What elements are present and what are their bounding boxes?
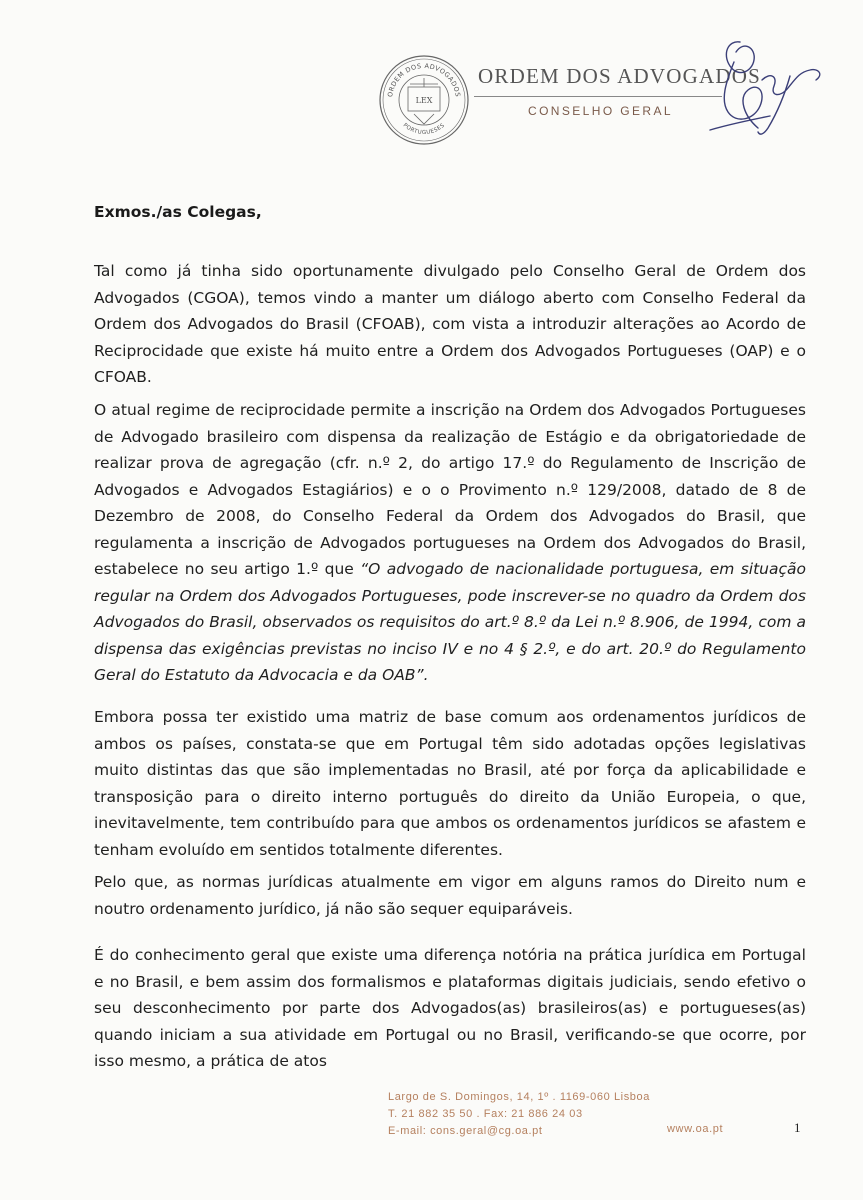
footer-contact [388, 1089, 650, 1140]
footer-website: www.oa.pt [667, 1123, 724, 1135]
paragraph-2-intro: O atual regime de reciprocidade permite a inscrição na Ordem dos Advogados Portugueses de Advogado brasileiro com dispensa da realização de Estágio e da obrigatoriedade de realizar prova de agregação (cfr. n.º 2, do artigo 17.º do Regulamento de Inscrição de Advogados e Advogados Estagiários) e o o Provimento n.º 129/2008, datado de 8 de Dezembro de 2008, do Conselho Federal da Ordem dos Advogados do Brasil, que regulamenta a inscrição de Advogados portugueses na Ordem dos Advogados do Brasil, estabelece no seu artigo 1.º que [94, 401, 806, 578]
page-number: 1 [794, 1120, 801, 1135]
footer-phone-fax: T. 21 882 35 50 . Fax: 21 886 24 03 [388, 1108, 583, 1120]
paragraph-1: Tal como já tinha sido oportunamente divulgado pelo Conselho Geral de Ordem dos Advogados (CGOA), temos vindo a manter um diálogo aberto com Conselho Federal da Ordem dos Advogados do Brasil (CFOAB), com vista a introduzir alterações ao Acordo de Reciprocidade que existe há muito entre a Ordem dos Advogados Portugueses (OAP) e o CFOAB. [94, 262, 806, 386]
paragraph-5: É do conhecimento geral que existe uma diferença notória na prática jurídica em Portugal e no Brasil, e bem assim dos formalismos e plataformas digitais judiciais, sendo efetivo o seu desconhecimento por parte dos Advogados(as) brasileiros(as) e portugueses(as) quando iniciam a sua atividade em Portugal ou no Brasil, verificando-se que ocorre, por isso mesmo, a prática de atos [94, 946, 806, 1070]
footer-email: E-mail: cons.geral@cg.oa.pt [388, 1125, 543, 1137]
paragraph-3: Embora possa ter existido uma matriz de base comum aos ordenamentos jurídicos de ambos os países, constata-se que em Portugal têm sido adotadas opções legislativas muito distintas das que são implementadas no Brasil, até por força da aplicabilidade e transposição para o direito interno português do direito da União Europeia, o que, inevitavelmente, tem contribuído para que ambos os ordenamentos jurídicos se afastem e tenham evoluído em sentidos totalmente diferentes. [94, 708, 806, 859]
org-divider [474, 96, 722, 97]
paragraph-2-quote: “O advogado de nacionalidade portuguesa, em situação regular na Ordem dos Advogados Portugueses, pode inscrever-se no quadro da Ordem dos Advogados do Brasil, observados os requisitos do art.º 8.º da Lei n.º 8.906, de 1994, com a dispensa das exigências previstas no inciso IV e no 4 § 2.º, e do art. 20.º do Regulamento Geral do Estatuto da Advocacia e da OAB”. [94, 560, 806, 684]
org-subtitle: CONSELHO GERAL [528, 104, 673, 118]
seal-center-text: LEX [415, 96, 433, 105]
footer-address: Largo de S. Domingos, 14, 1º . 1169-060 Lisboa [388, 1091, 650, 1103]
paragraph-4: Pelo que, as normas jurídicas atualmente em vigor em alguns ramos do Direito num e noutro ordenamento jurídico, já não são sequer equiparáveis. [94, 873, 806, 918]
salutation: Exmos./as Colegas, [94, 203, 262, 221]
seal-text-bottom: PORTUGUESES [401, 122, 447, 137]
handwritten-signature-icon [700, 32, 830, 142]
seal-emblem-icon [378, 54, 470, 146]
org-name: ORDEM DOS ADVOGADOS [478, 64, 761, 88]
paragraph-2 [94, 397, 806, 689]
seal-text-top: ORDEM DOS ADVOGADOS [386, 61, 462, 98]
